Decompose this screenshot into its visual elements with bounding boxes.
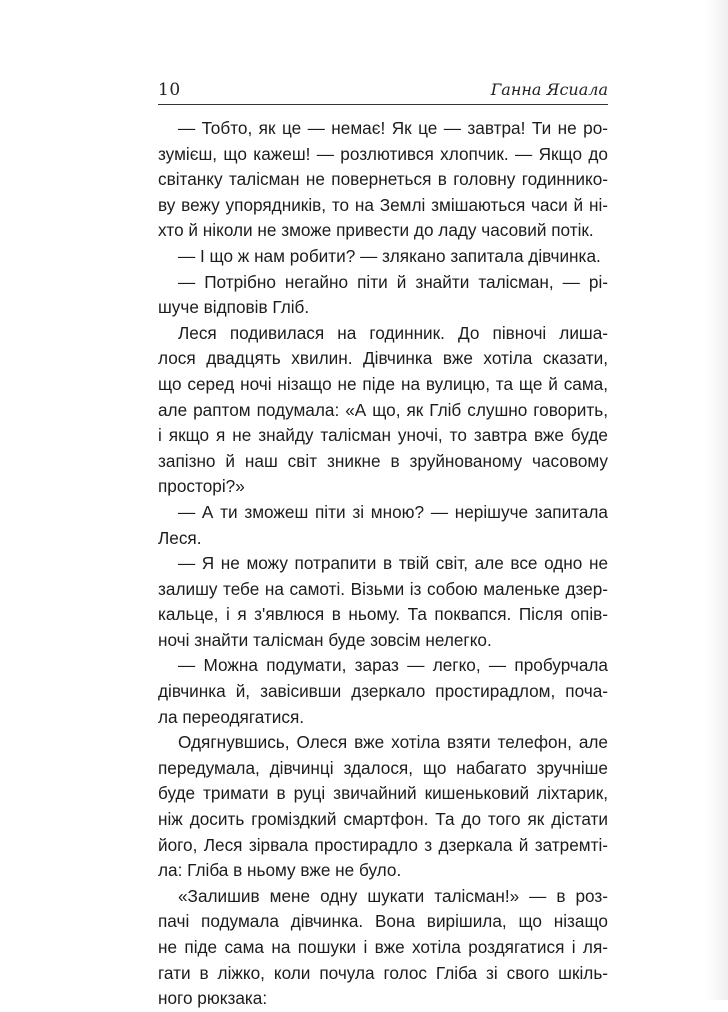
text-line: залишу тебе на самоті. Візьми із собою маленьке дзер- xyxy=(158,578,608,599)
text-line: не піде сама на пошуки і вже хотіла роздягатися і ля- xyxy=(158,937,608,957)
text-line: — Я не можу потрапити в твій світ, але все одно не xyxy=(178,553,608,574)
text-line: ночі знайти талісман буде зовсім нелегко. xyxy=(158,629,492,650)
text-line: Одягнувшись, Олеся вже хотіла взяти телефон, але xyxy=(178,732,608,753)
text-line: просторі?» xyxy=(158,476,245,497)
text-line: що серед ночі нізащо не піде на вулицю, та ще й сама, xyxy=(158,373,608,394)
body-text xyxy=(158,116,608,1012)
text-line: «Залишив мене одну шукати талісман!» — в роз- xyxy=(178,885,608,906)
text-line: гати в ліжко, коли почула голос Гліба зі свого шкіль- xyxy=(158,962,608,983)
text-line: запізно й наш світ зникне в зруйнованому часовому xyxy=(158,450,608,471)
text-line: буде тримати в руці звичайний кишеньковий ліхтарик, xyxy=(158,783,608,804)
paragraph xyxy=(158,653,608,730)
paragraph xyxy=(158,730,608,884)
page-edge-shadow xyxy=(706,0,728,1000)
text-line: — І що ж нам робити? — злякано запитала дівчинка. xyxy=(178,245,601,266)
text-line: лося двадцять хвилин. Дівчинка вже хотіла сказати, xyxy=(158,348,608,369)
text-line: ніж досить громіздкий смартфон. Та до того як дістати xyxy=(158,809,608,830)
header-rule xyxy=(158,104,608,105)
text-line: але раптом подумала: «А що, як Гліб слушно говорить, xyxy=(158,399,608,420)
text-line: світанку талісман не повернеться в головну годиннико- xyxy=(158,169,608,190)
paragraph xyxy=(158,884,608,1012)
text-line: Леся подивилася на годинник. До півночі лиша- xyxy=(178,322,608,343)
text-line: ла: Гліба в ньому вже не було. xyxy=(158,860,402,881)
paragraph xyxy=(158,244,608,270)
text-line: дівчинка й, завісивши дзеркало простирадлом, поча- xyxy=(158,681,608,702)
text-line: і якщо я не знайду талісман уночі, то завтра вже буде xyxy=(158,425,608,446)
text-line: Леся. xyxy=(158,527,202,548)
text-line: пачі подумала дівчинка. Вона вирішила, що нізащо xyxy=(158,911,608,932)
text-line: — Потрібно негайно піти й знайти талісман, — рі- xyxy=(178,271,608,292)
paragraph xyxy=(158,321,608,500)
paragraph xyxy=(158,270,608,321)
text-line: зумієш, що кажеш! — розлютився хлопчик. — Якщо до xyxy=(158,143,608,164)
paragraph xyxy=(158,116,608,244)
text-line: — Можна подумати, зараз — легко, — пробурчала xyxy=(178,655,608,676)
text-line: — А ти зможеш піти зі мною? — нерішуче запитала xyxy=(178,501,608,522)
text-line: ла переодягатися. xyxy=(158,706,305,727)
text-line: шуче відповів Гліб. xyxy=(158,297,310,318)
page-header xyxy=(158,80,608,108)
page-number: 10 xyxy=(158,80,181,100)
text-line: хто й ніколи не зможе привести до ладу часовий потік. xyxy=(158,220,594,241)
text-line: ву вежу упорядників, то на Землі змішаються часи й ні- xyxy=(158,194,608,215)
running-head-author: Ганна Ясиала xyxy=(490,80,608,99)
text-line: — Тобто, як це — немає! Як це — завтра! Ти не ро- xyxy=(178,118,608,138)
paragraph xyxy=(158,551,608,653)
text-line: його, Леся зірвала простирадло з дзеркала й затремті- xyxy=(158,834,608,855)
text-line: ного рюкзака: xyxy=(158,988,268,1009)
text-line: передумала, дівчинці здалося, що набагато зручніше xyxy=(158,757,608,778)
text-line: кальце, і я з'явлюся в ньому. Та поквапся. Після опів- xyxy=(158,604,608,625)
paragraph xyxy=(158,500,608,551)
